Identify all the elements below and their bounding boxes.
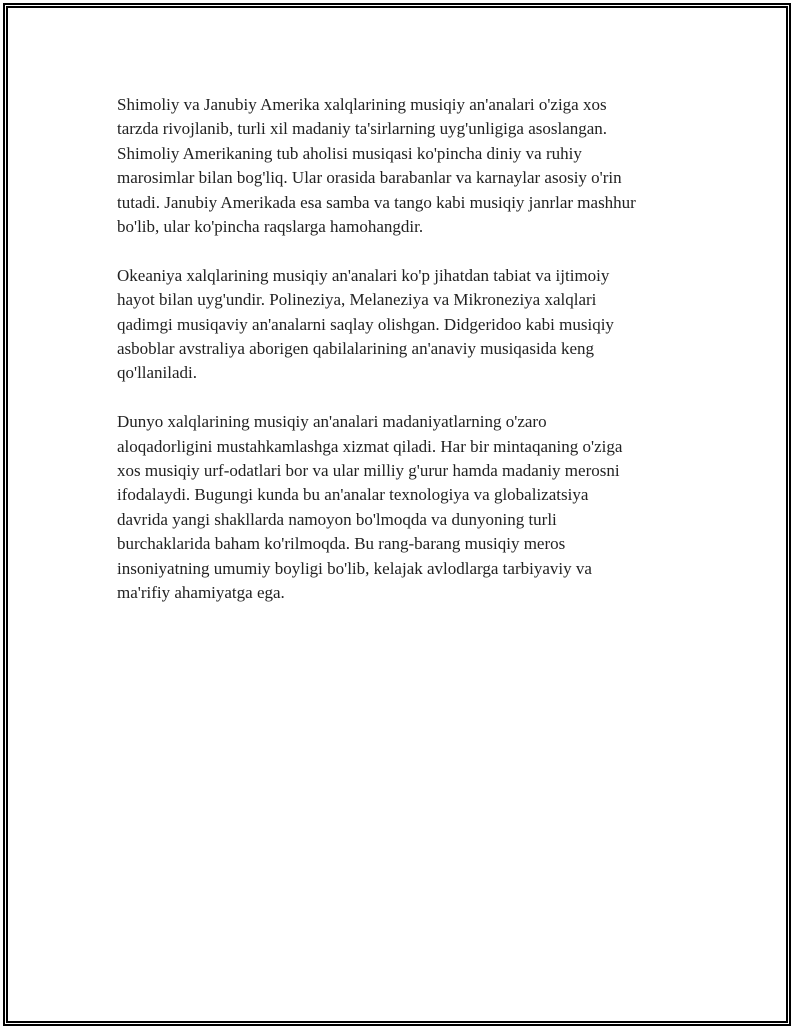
text-line: asboblar avstraliya aborigen qabilalarining an'anaviy musiqasida keng <box>117 339 595 359</box>
text-line: Shimoliy Amerikaning tub aholisi musiqasi ko'pincha diniy va ruhiy <box>117 143 582 163</box>
text-line: bo'lib, ular ko'pincha raqslarga hamohangdir. <box>117 217 424 237</box>
document-body <box>117 93 697 630</box>
text-line: Okeaniya xalqlarining musiqiy an'analari ko'p jihatdan tabiat va ijtimoiy <box>117 265 610 285</box>
text-line: burchaklarida baham ko'rilmoqda. Bu rang-barang musiqiy meros <box>117 534 566 554</box>
text-line: qadimgi musiqaviy an'analarni saqlay olishgan. Didgeridoo kabi musiqiy <box>117 314 614 334</box>
text-line: xos musiqiy urf-odatlari bor va ular milliy g'urur hamda madaniy merosni <box>117 461 620 481</box>
text-line: tarzda rivojlanib, turli xil madaniy ta'sirlarning uyg'unligiga asoslangan. <box>117 119 608 139</box>
text-line: Shimoliy va Janubiy Amerika xalqlarining musiqiy an'analari o'ziga xos <box>117 95 607 114</box>
paragraph-1 <box>117 93 697 239</box>
text-line: qo'llaniladi. <box>117 363 198 383</box>
paragraph-3 <box>117 410 697 605</box>
text-line: ma'rifiy ahamiyatga ega. <box>117 583 285 603</box>
text-line: ifodalaydi. Bugungi kunda bu an'analar texnologiya va globalizatsiya <box>117 485 589 505</box>
text-line: hayot bilan uyg'undir. Polineziya, Melaneziya va Mikroneziya xalqlari <box>117 290 597 310</box>
text-line: davrida yangi shakllarda namoyon bo'lmoqda va dunyoning turli <box>117 509 557 529</box>
text-line: marosimlar bilan bog'liq. Ular orasida barabanlar va karnaylar asosiy o'rin <box>117 168 622 188</box>
text-line: aloqadorligini mustahkamlashga xizmat qiladi. Har bir mintaqaning o'ziga <box>117 436 623 456</box>
text-line: insoniyatning umumiy boyligi bo'lib, kelajak avlodlarga tarbiyaviy va <box>117 558 592 578</box>
text-line: Dunyo xalqlarining musiqiy an'analari madaniyatlarning o'zaro <box>117 412 547 432</box>
paragraph-2 <box>117 264 697 386</box>
text-line: tutadi. Janubiy Amerikada esa samba va tango kabi musiqiy janrlar mashhur <box>117 192 636 212</box>
